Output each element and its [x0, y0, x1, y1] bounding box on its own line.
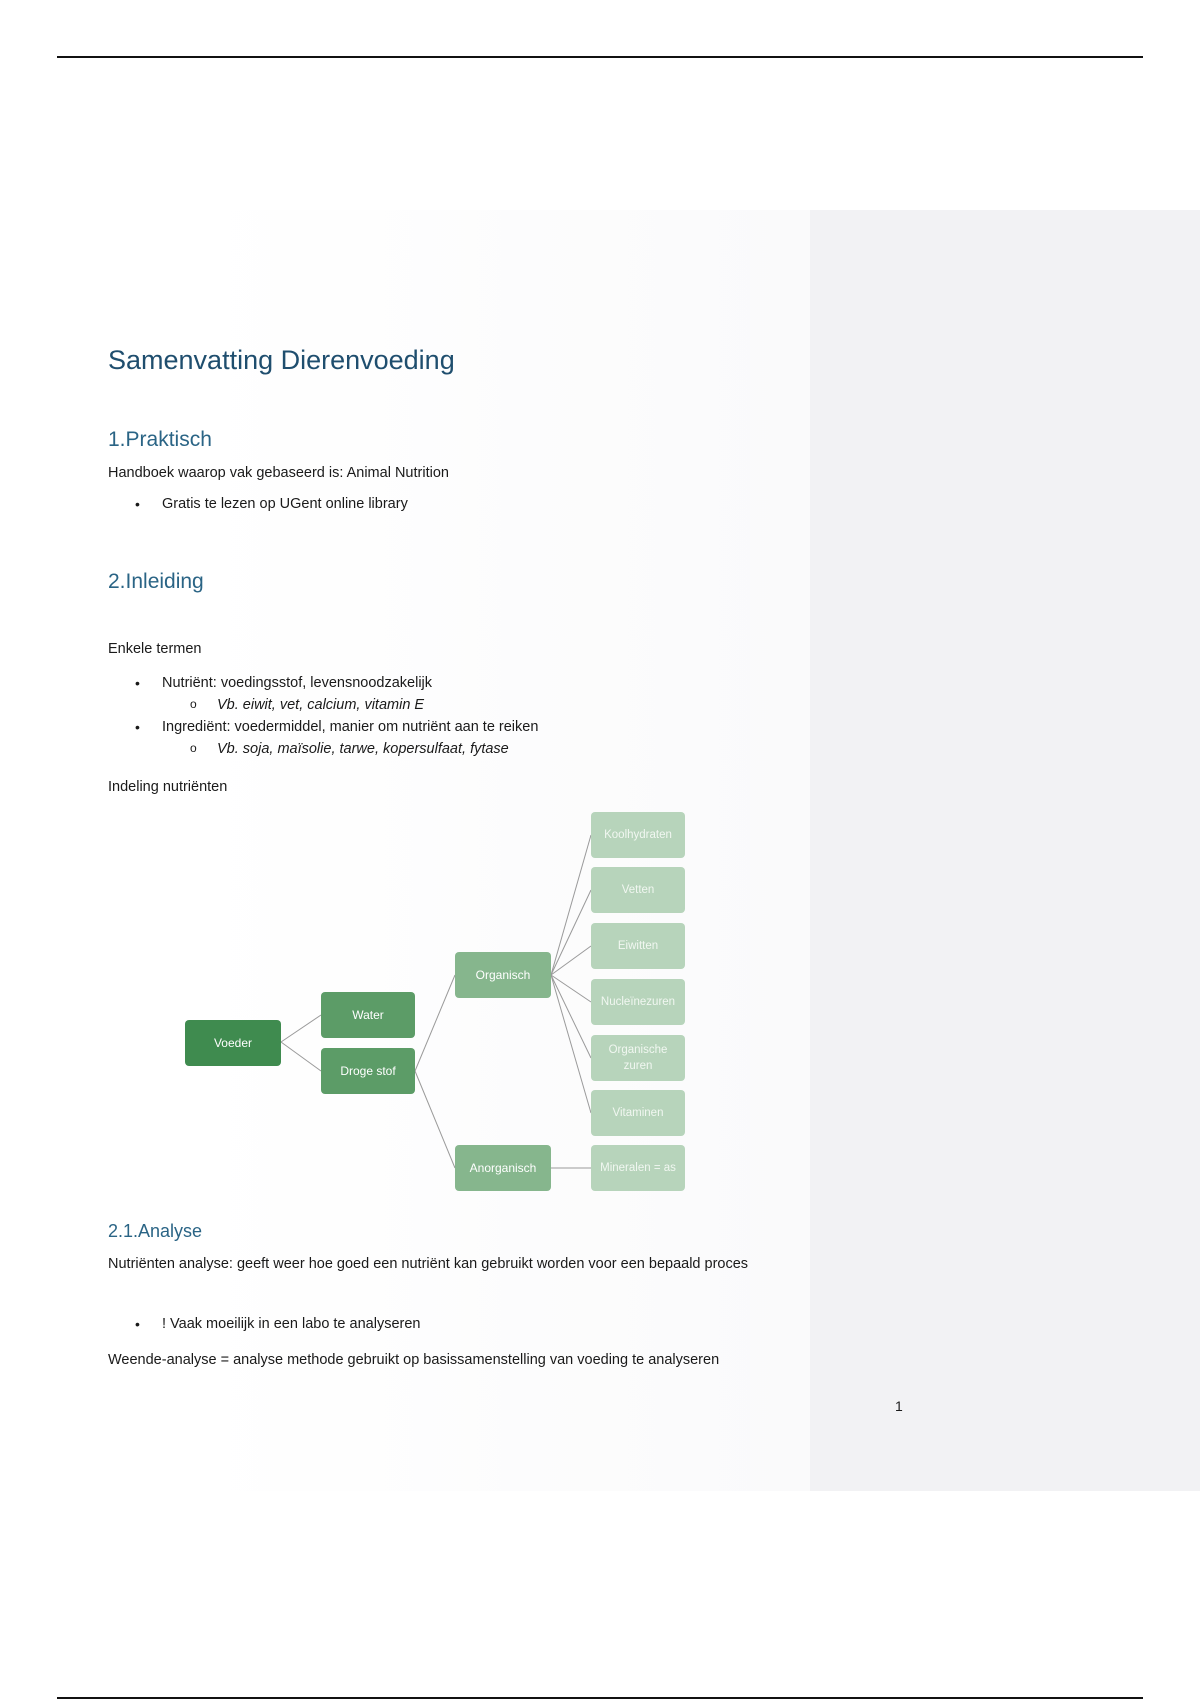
node-koolhydraten: Koolhydraten: [591, 812, 685, 858]
paragraph-nutrienten-analyse: Nutriënten analyse: geeft weer hoe goed een nutriënt kan gebruikt worden voor een bepaald proces: [108, 1256, 749, 1272]
bullet-item: • Gratis te lezen op UGent online library: [162, 496, 408, 512]
page-number: 1: [895, 1398, 903, 1414]
node-mineralen: Mineralen = as: [591, 1145, 685, 1191]
heading-praktisch: 1.Praktisch: [108, 428, 212, 451]
footer-rule: [57, 1697, 1143, 1699]
paragraph-indeling: Indeling nutriënten: [108, 779, 228, 795]
node-vetten: Vetten: [591, 867, 685, 913]
heading-analyse: 2.1.Analyse: [108, 1221, 203, 1241]
bullet-item: • Ingrediënt: voedermiddel, manier om nutriënt aan te reiken: [162, 719, 538, 735]
bullet-item: • Nutriënt: voedingsstof, levensnoodzakelijk: [162, 675, 432, 691]
page-shade: [200, 210, 810, 1491]
node-vitaminen: Vitaminen: [591, 1090, 685, 1136]
comment-margin-pane: [810, 210, 1200, 1491]
node-eiwitten: Eiwitten: [591, 923, 685, 969]
node-nucleinezuren: Nucleïnezuren: [591, 979, 685, 1025]
sub-bullet-item: o Vb. soja, maïsolie, tarwe, kopersulfaat, fytase: [217, 741, 509, 757]
node-voeder: Voeder: [185, 1020, 281, 1066]
paragraph-handboek: Handboek waarop vak gebaseerd is: Animal Nutrition: [108, 465, 449, 481]
paragraph-weende: Weende-analyse = analyse methode gebruikt op basissamenstelling van voeding te analyseren: [108, 1352, 720, 1368]
heading-inleiding: 2.Inleiding: [108, 570, 204, 593]
sub-bullet-item: o Vb. eiwit, vet, calcium, vitamin E: [217, 697, 424, 713]
paragraph-termen: Enkele termen: [108, 641, 202, 657]
node-water: Water: [321, 992, 415, 1038]
header-rule: [57, 56, 1143, 58]
node-organische-zuren: Organische zuren: [591, 1035, 685, 1081]
node-organisch: Organisch: [455, 952, 551, 998]
bullet-item: • ! Vaak moeilijk in een labo te analyseren: [162, 1316, 420, 1332]
node-droge-stof: Droge stof: [321, 1048, 415, 1094]
document-title: Samenvatting Dierenvoeding: [108, 345, 455, 375]
node-anorganisch: Anorganisch: [455, 1145, 551, 1191]
